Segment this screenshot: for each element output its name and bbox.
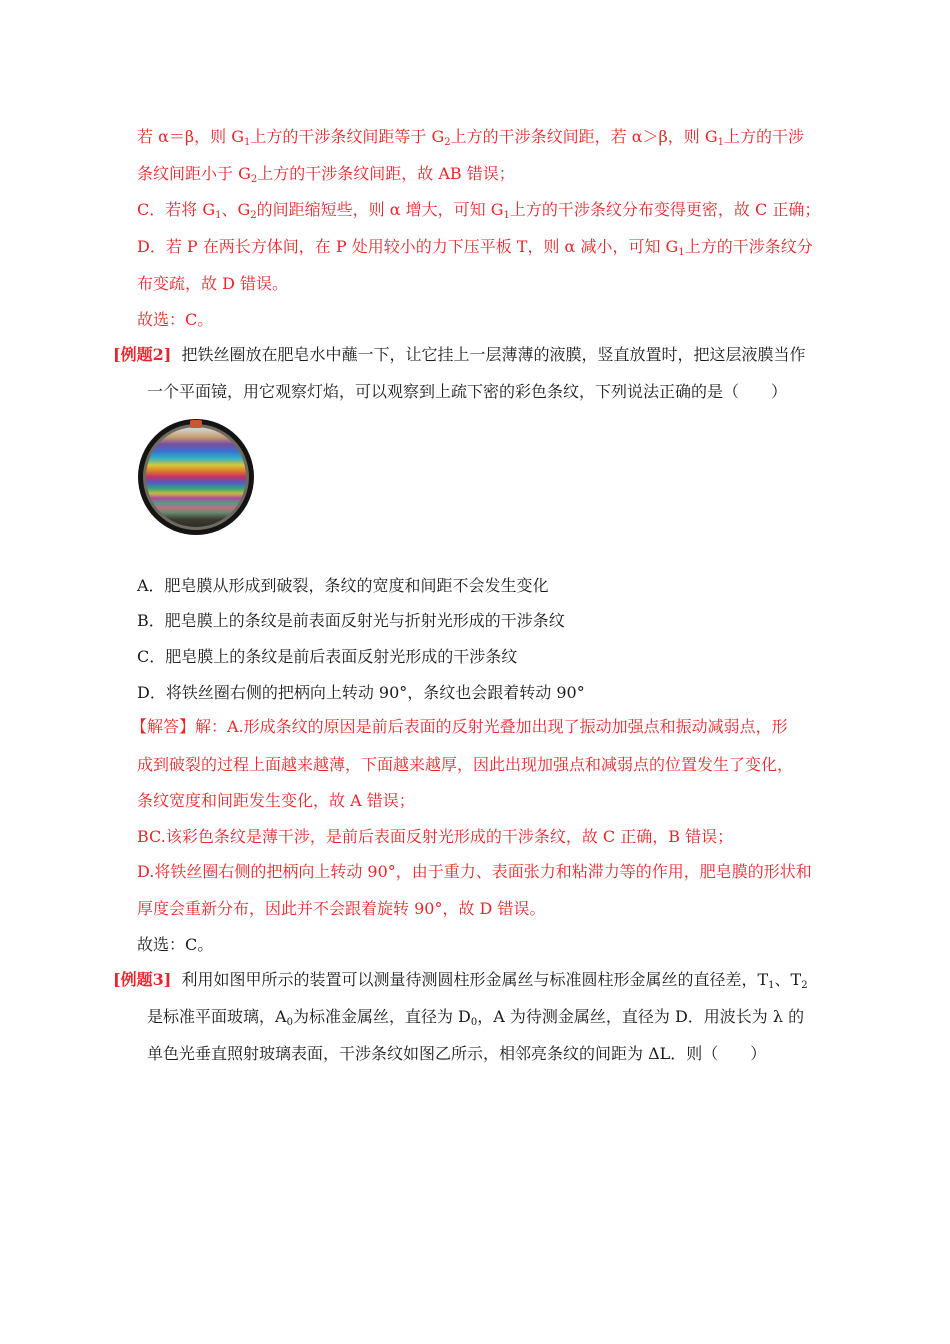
text-run: 的间距缩短些，则 α 增大，可知 G — [256, 200, 504, 219]
text-run: 上方的干涉条纹间距，故 AB 错误； — [257, 164, 515, 183]
answer-line-3: 条纹宽度和间距发生变化，故 A 错误； — [137, 791, 415, 810]
prev-answer-line-3 — [137, 200, 820, 220]
subscript: 1 — [244, 137, 251, 148]
text-run: 解：A.形成条纹的原因是前后表面的反射光叠加出现了振动加强点和振动减弱点，形 — [195, 717, 788, 736]
example2-question-line-1 — [113, 345, 805, 365]
answer-line-4: BC.该彩色条纹是薄干涉，是前后表面反射光形成的干涉条纹，故 C 正确，B 错误； — [137, 827, 734, 846]
answer-line-5: D.将铁丝圈右侧的把柄向上转动 90°，由于重力、表面张力和粘滞力等的作用，肥皂膜的形状和 — [137, 862, 812, 881]
prev-answer-line-5: 布变疏，故 D 错误。 — [137, 274, 289, 293]
subscript: 1 — [678, 247, 685, 258]
example3-question-line-3: 单色光垂直照射玻璃表面，干涉条纹如图乙所示，相邻亮条纹的间距为 ΔL．则（ ） — [147, 1044, 767, 1063]
answer-line-1 — [131, 717, 788, 737]
example2-tag: [例题2] — [113, 345, 172, 364]
text-run: ，A 为待测金属丝，直径为 D．用波长为 λ 的 — [477, 1007, 805, 1026]
text-run: D．若 P 在两长方体间，在 P 处用较小的力下压平板 T，则 α 减小，可知 G — [137, 237, 679, 256]
subscript: 1 — [215, 210, 222, 221]
text-run: 是标准平面玻璃，A — [147, 1007, 287, 1026]
text-run: 上方的干涉条纹分布变得更密，故 C 正确； — [509, 200, 821, 219]
prev-answer-line-4 — [137, 237, 813, 257]
prev-answer-line-1 — [137, 127, 804, 147]
subscript: 0 — [286, 1017, 293, 1028]
text-run: 为标准金属丝，直径为 D — [292, 1007, 471, 1026]
subscript: 2 — [444, 137, 451, 148]
text-run: 上方的干涉条纹间距等于 G — [250, 127, 445, 146]
example3-question-line-2 — [147, 1007, 804, 1027]
text-run: 上方的干涉条纹间距，若 α＞β，则 G — [450, 127, 718, 146]
option-b: B．肥皂膜上的条纹是前表面反射光与折射光形成的干涉条纹 — [137, 611, 565, 630]
text-run: 条纹间距小于 G — [137, 164, 251, 183]
answer-line-6: 厚度会重新分布，因此并不会跟着旋转 90°，故 D 错误。 — [137, 899, 546, 918]
option-c: C．肥皂膜上的条纹是前后表面反射光形成的干涉条纹 — [137, 647, 518, 666]
subscript: 1 — [503, 210, 510, 221]
option-a: A．肥皂膜从形成到破裂，条纹的宽度和间距不会发生变化 — [137, 576, 549, 595]
option-d: D．将铁丝圈右侧的把柄向上转动 90°，条纹也会跟着转动 90° — [137, 683, 585, 702]
subscript: 1 — [768, 980, 775, 991]
soap-film-photo — [137, 418, 255, 536]
text-run: 上方的干涉条纹分 — [684, 237, 813, 256]
subscript: 2 — [250, 174, 258, 185]
example2-question-line-2: 一个平面镜，用它观察灯焰，可以观察到上疏下密的彩色条纹，下列说法正确的是（ ） — [147, 382, 788, 401]
subscript: 2 — [250, 210, 257, 221]
text-run: 、T — [774, 970, 802, 989]
subscript: 1 — [717, 137, 725, 148]
subscript: 2 — [801, 980, 808, 991]
text-run: 若 α＝β，则 G — [137, 127, 245, 146]
handle — [190, 420, 202, 428]
answer-tag: 【解答】 — [131, 717, 196, 736]
prev-answer-choose: 故选：C。 — [137, 310, 214, 329]
prev-answer-line-2 — [137, 164, 515, 184]
interference-bands — [137, 418, 255, 536]
text-run: C．若将 G — [137, 200, 216, 219]
text-run: 、G — [221, 200, 251, 219]
text-run: 上方的干涉 — [724, 127, 805, 146]
text-run: 利用如图甲所示的装置可以测量待测圆柱形金属丝与标准圆柱形金属丝的直径差，T — [181, 970, 769, 989]
text-run: 把铁丝圈放在肥皂水中蘸一下，让它挂上一层薄薄的液膜，竖直放置时，把这层液膜当作 — [181, 345, 806, 364]
example2-choose: 故选：C。 — [137, 935, 214, 954]
subscript: 0 — [470, 1017, 478, 1028]
example3-tag: [例题3] — [113, 970, 172, 989]
example3-question-line-1 — [113, 970, 808, 990]
answer-line-2: 成到破裂的过程上面越来越薄，下面越来越厚，因此出现加强点和减弱点的位置发生了变化， — [137, 755, 794, 774]
